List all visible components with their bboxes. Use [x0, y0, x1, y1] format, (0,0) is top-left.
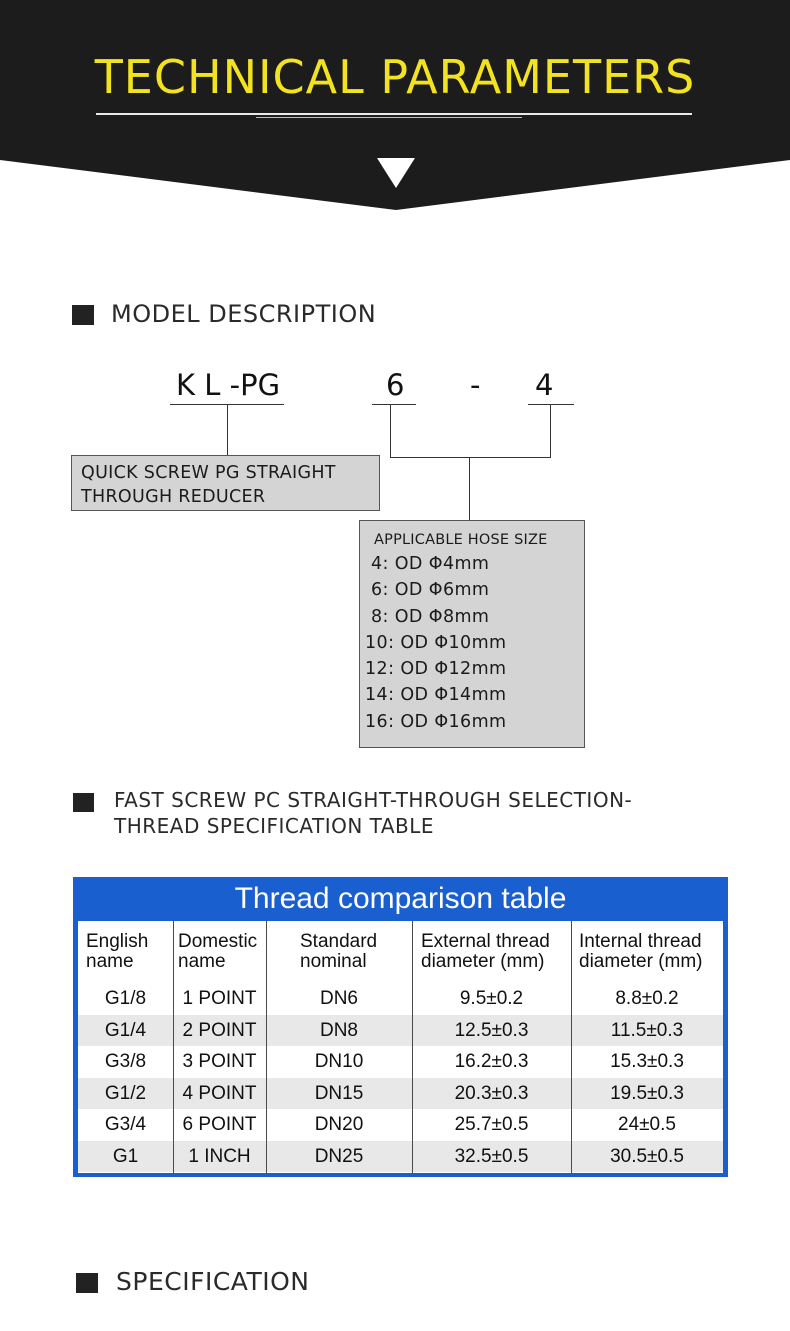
- model-code-prefix: K L -PG: [176, 368, 281, 402]
- table-cell: G1/8: [104, 988, 147, 1009]
- model-code-size: 6: [386, 368, 405, 402]
- section-bullet-icon: [73, 793, 94, 812]
- title-underline-accent: [256, 117, 522, 118]
- description-line: THROUGH REDUCER: [81, 487, 266, 507]
- section-heading-selection: [114, 787, 632, 839]
- connector-line: [390, 457, 551, 458]
- table-cell: G1/2: [104, 1082, 147, 1104]
- connector-line: [390, 404, 391, 457]
- table-cell: 30.5±0.5: [610, 1145, 684, 1167]
- table-cell: 11.5±0.3: [610, 1019, 684, 1041]
- table-cell: 1 POINT: [182, 988, 257, 1009]
- section-heading-line: THREAD SPECIFICATION TABLE: [114, 814, 435, 838]
- hose-size-row: 14: OD Φ14mm: [365, 685, 507, 706]
- table-cell: 9.5±0.2: [459, 988, 524, 1009]
- section-heading-line: FAST SCREW PC STRAIGHT-THROUGH SELECTION-: [114, 788, 633, 812]
- description-box: [71, 455, 380, 511]
- table-cell: 15.3±0.3: [610, 1051, 684, 1072]
- connector-line: [227, 404, 228, 455]
- column-header: Standard nominal: [300, 931, 378, 972]
- table-cell: 19.5±0.3: [610, 1082, 684, 1104]
- table-cell: 16.2±0.3: [454, 1051, 529, 1072]
- section-bullet-icon: [76, 1273, 98, 1293]
- connector-line: [550, 404, 551, 457]
- hose-size-row: 4: OD Φ4mm: [365, 554, 490, 574]
- model-code-dash: -: [470, 368, 481, 402]
- table-cell: 1 INCH: [188, 1145, 251, 1167]
- table-title: Thread comparison table: [234, 882, 567, 915]
- model-code-hose: 4: [535, 368, 554, 402]
- table-cell: 25.7±0.5: [454, 1114, 529, 1135]
- table-cell: 4 POINT: [182, 1082, 257, 1104]
- table-cell: DN6: [319, 988, 358, 1009]
- table-cell: G1/4: [104, 1019, 147, 1041]
- page-title: TECHNICAL PARAMETERS: [94, 50, 696, 104]
- title-underline: [96, 113, 692, 115]
- size-underline: [372, 404, 416, 405]
- banner-background: [0, 0, 790, 212]
- table-body: [78, 921, 723, 1173]
- table-cell: G3/8: [104, 1051, 147, 1072]
- table-cell: 32.5±0.5: [454, 1145, 529, 1167]
- hose-underline: [528, 404, 574, 405]
- hose-size-box: [359, 520, 585, 748]
- table-cell: DN25: [314, 1145, 364, 1167]
- table-cell: DN20: [314, 1114, 364, 1135]
- hose-size-row: 10: OD Φ10mm: [365, 632, 507, 653]
- table-cell: 12.5±0.3: [454, 1019, 529, 1041]
- table-cell: 20.3±0.3: [454, 1082, 529, 1104]
- table-cell: DN15: [314, 1082, 364, 1104]
- table-cell: DN8: [319, 1019, 358, 1041]
- table-cell: 24±0.5: [618, 1114, 676, 1135]
- table-cell: 6 POINT: [182, 1114, 257, 1135]
- thread-comparison-table: [73, 877, 728, 1177]
- header-banner: [0, 0, 790, 212]
- table-cell: 8.8±0.2: [615, 988, 679, 1009]
- column-header: External thread diameter (mm): [421, 931, 550, 972]
- hose-size-row: 12: OD Φ12mm: [365, 659, 507, 680]
- hose-size-row: 16: OD Φ16mm: [365, 711, 507, 732]
- connector-line: [469, 457, 470, 520]
- description-line: QUICK SCREW PG STRAIGHT: [81, 463, 336, 483]
- hose-size-title: APPLICABLE HOSE SIZE: [374, 532, 548, 548]
- table-cell: G3/4: [104, 1114, 147, 1135]
- column-header: Internal thread diameter (mm): [579, 931, 703, 972]
- column-header: English name: [86, 931, 149, 972]
- section-heading-model: MODEL DESCRIPTION: [111, 300, 377, 328]
- column-header: Domestic name: [178, 931, 258, 972]
- table-cell: DN10: [314, 1051, 364, 1072]
- table-cell: G1: [112, 1145, 139, 1167]
- hose-size-row: 6: OD Φ6mm: [365, 580, 490, 601]
- table-cell: 2 POINT: [182, 1019, 257, 1041]
- section-heading-specification: SPECIFICATION: [116, 1267, 310, 1296]
- hose-size-row: 8: OD Φ8mm: [365, 606, 490, 627]
- table-cell: 3 POINT: [182, 1051, 257, 1072]
- section-bullet-icon: [72, 305, 94, 325]
